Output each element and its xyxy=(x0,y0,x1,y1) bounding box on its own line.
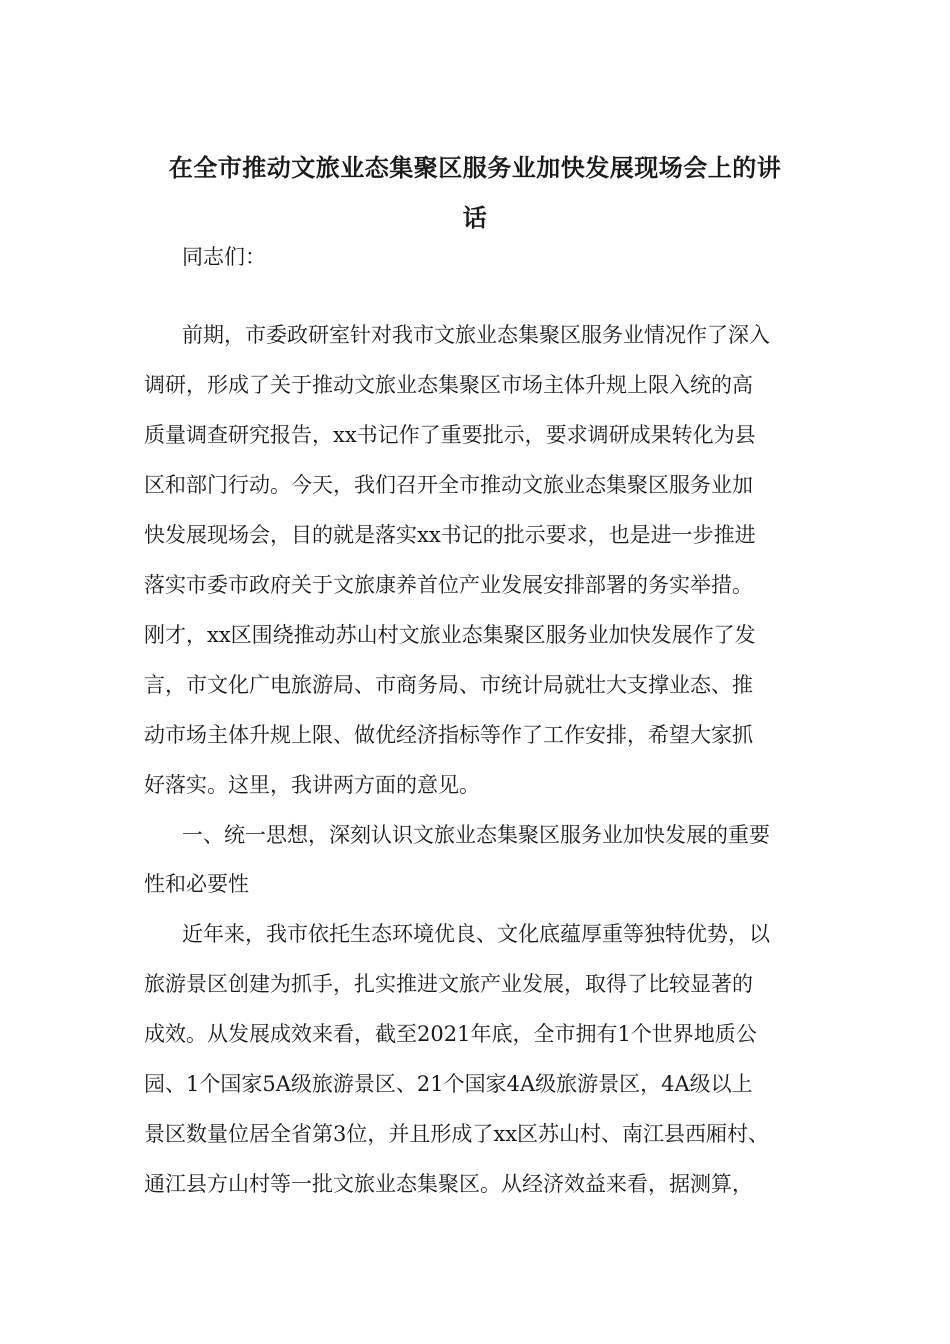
paragraph-2-line-3: 成效。从发展成效来看，截至2021年底，全市拥有1个世界地质公 xyxy=(144,1022,757,1046)
paragraph-1-line-8: 言，市文化广电旅游局、市商务局、市统计局就壮大支撑业态、推 xyxy=(144,673,753,697)
paragraph-2-line-5: 景区数量位居全省第3位，并且形成了xx区苏山村、南江县西厢村、 xyxy=(144,1122,770,1146)
paragraph-1-line-2: 调研，形成了关于推动文旅业态集聚区市场主体升规上限入统的高 xyxy=(144,373,753,397)
paragraph-1-line-5: 快发展现场会，目的就是落实xx书记的批示要求，也是进一步推进 xyxy=(144,523,756,547)
paragraph-2-line-1: 近年来，我市依托生态环境优良、文化底蕴厚重等独特优势，以 xyxy=(182,922,770,946)
paragraph-2-line-4: 园、1个国家5A级旅游景区、21个国家4A级旅游景区，4A级以上 xyxy=(144,1072,753,1096)
document-title-line-2: 话 xyxy=(462,203,488,232)
paragraph-1-line-1: 前期，市委政研室针对我市文旅业态集聚区服务业情况作了深入 xyxy=(182,323,770,347)
section-heading-line-1: 一、统一思想，深刻认识文旅业态集聚区服务业加快发展的重要 xyxy=(182,823,770,847)
paragraph-1-line-9: 动市场主体升规上限、做优经济指标等作了工作安排，希望大家抓 xyxy=(144,723,753,747)
paragraph-2-line-2: 旅游景区创建为抓手，扎实推进文旅产业发展，取得了比较显著的 xyxy=(144,972,753,996)
paragraph-1-line-6: 落实市委市政府关于文旅康养首位产业发展安排部署的务实举措。 xyxy=(144,573,753,597)
paragraph-1-line-10: 好落实。这里，我讲两方面的意见。 xyxy=(144,773,480,797)
section-heading-line-2: 性和必要性 xyxy=(144,872,249,896)
salutation: 同志们： xyxy=(182,245,266,269)
document-title-line-1: 在全市推动文旅业态集聚区服务业加快发展现场会上的讲 xyxy=(168,153,782,182)
paragraph-1-line-3: 质量调查研究报告，xx书记作了重要批示，要求调研成果转化为县 xyxy=(144,423,756,447)
paragraph-2-line-6: 通江县方山村等一批文旅业态集聚区。从经济效益来看，据测算， xyxy=(144,1172,753,1196)
paragraph-1-line-4: 区和部门行动。今天，我们召开全市推动文旅业态集聚区服务业加 xyxy=(144,473,753,497)
paragraph-1-line-7: 刚才，xx区围绕推动苏山村文旅业态集聚区服务业加快发展作了发 xyxy=(144,623,756,647)
